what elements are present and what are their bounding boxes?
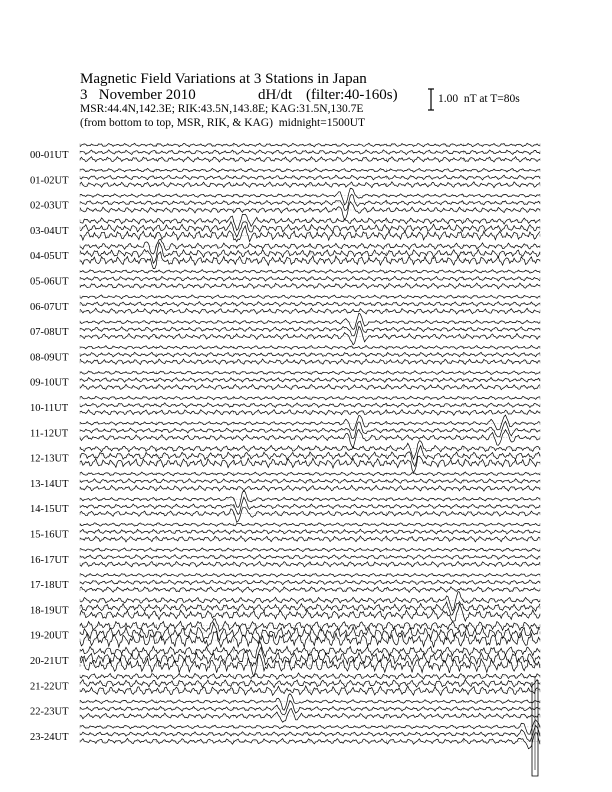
hour-label: 20-21UT	[30, 656, 69, 667]
hour-label: 16-17UT	[30, 554, 69, 566]
scale-label: 1.00 nT at T=80s	[438, 93, 520, 105]
hour-label: 09-10UT	[30, 377, 69, 389]
hour-label: 05-06UT	[30, 276, 69, 288]
station-coordinates: MSR:44.4N,142.3E; RIK:43.5N,143.8E; KAG:31.5N,130.7E	[80, 103, 364, 115]
hour-label: 15-16UT	[30, 529, 69, 541]
hour-label: 06-07UT	[30, 301, 69, 313]
station-order-note: (from bottom to top, MSR, RIK, & KAG) midnight=1500UT	[80, 117, 366, 129]
hour-label: 04-05UT	[30, 251, 69, 263]
hour-labels	[30, 150, 69, 743]
hour-label: 22-23UT	[30, 706, 69, 718]
hour-label: 13-14UT	[30, 478, 69, 490]
component-label: dH/dt	[258, 87, 293, 103]
hour-label: 00-01UT	[30, 150, 69, 161]
hour-label: 23-24UT	[30, 731, 69, 743]
hour-label: 21-22UT	[30, 681, 69, 693]
trace-kag-07-08UT	[80, 313, 540, 329]
hour-label: 07-08UT	[30, 327, 69, 339]
hour-label: 11-12UT	[30, 428, 69, 440]
chart-date: 3 November 2010	[80, 87, 196, 103]
hour-label: 12-13UT	[30, 453, 69, 465]
hour-label: 17-18UT	[30, 580, 69, 592]
hour-label: 01-02UT	[30, 175, 69, 187]
hour-label: 02-03UT	[30, 200, 69, 212]
hour-label: 18-19UT	[30, 605, 69, 617]
scale-bar	[428, 89, 434, 110]
hour-label: 10-11UT	[30, 403, 69, 414]
hour-label: 03-04UT	[30, 225, 69, 237]
chart-title: Magnetic Field Variations at 3 Stations in Japan	[80, 71, 367, 87]
hour-label: 14-15UT	[30, 504, 69, 516]
hour-label: 08-09UT	[30, 352, 69, 364]
hour-label: 19-20UT	[30, 630, 69, 642]
trace-group	[80, 143, 540, 776]
trace-msr-12-13UT	[80, 456, 540, 472]
filter-label: (filter:40-160s)	[306, 87, 398, 103]
